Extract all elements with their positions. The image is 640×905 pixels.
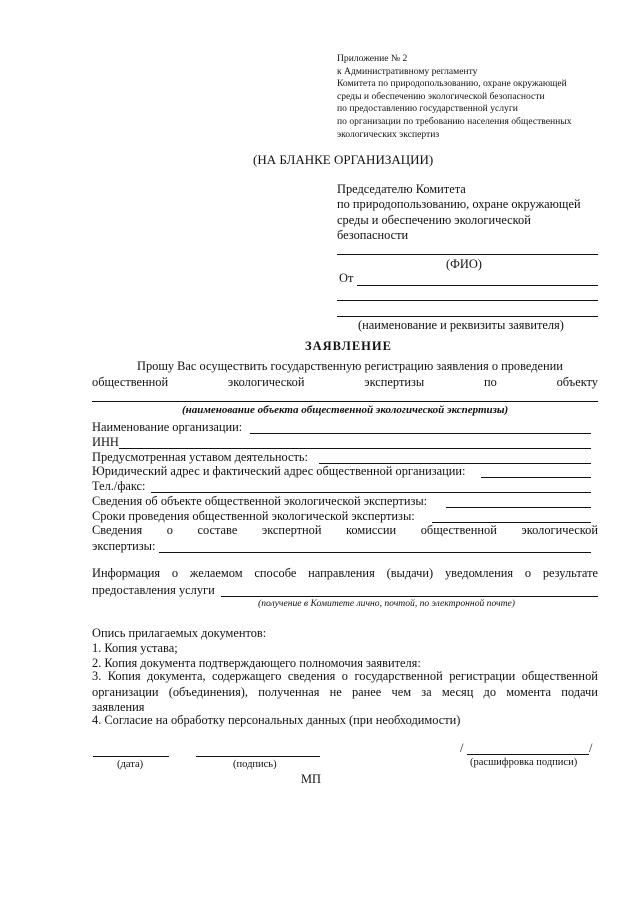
commission-word: о	[166, 523, 173, 537]
documents-heading: Опись прилагаемых документов:	[92, 626, 267, 640]
decode-line	[467, 754, 589, 755]
documents-word: чем	[391, 685, 412, 699]
commission-word: экологической	[521, 523, 598, 537]
documents-item-2: 2. Копия документа подтверждающего полномочия заявителя:	[92, 656, 421, 670]
documents-word: не	[329, 685, 342, 699]
documents-word: документа,	[147, 669, 206, 683]
annex-line: к Административному регламенту	[337, 65, 478, 77]
documents-word: месяц	[441, 685, 474, 699]
documents-word: (объединения),	[168, 685, 249, 699]
request-line-1: Прошу Вас осуществить государственную регистрацию заявления о проведении	[137, 359, 563, 373]
notification-word: направления	[308, 566, 375, 580]
notification-underline	[221, 596, 598, 597]
documents-word: подачи	[561, 685, 598, 699]
fio-underline	[337, 254, 598, 255]
field-address-line	[481, 477, 591, 478]
applicant-caption: (наименование и реквизиты заявителя)	[358, 318, 564, 332]
applicant-underline-1	[337, 300, 598, 301]
addressee-line: среды и обеспечению экологической	[337, 212, 531, 227]
request-line-2	[92, 375, 598, 390]
applicant-underline-2	[337, 316, 598, 317]
documents-word: о	[341, 669, 348, 683]
notification-word: (выдачи)	[386, 566, 434, 580]
commission-word: общественной	[420, 523, 497, 537]
object-caption: (наименование объекта общественной экологической экспертизы)	[182, 404, 509, 416]
field-object-info-line	[446, 507, 591, 508]
documents-item-3-line-2	[92, 685, 598, 700]
commission-line-1	[92, 523, 598, 538]
addressee-block	[337, 182, 581, 243]
request-word: объекту	[556, 375, 598, 389]
notification-line-2: предоставления услуги	[92, 583, 215, 597]
addressee-line: по природопользованию, охране окружающей	[337, 197, 581, 212]
documents-word: государственной	[354, 669, 443, 683]
documents-item-1: 1. Копия устава;	[92, 641, 178, 655]
notification-word: о	[524, 566, 532, 580]
annex-line: по предоставлению государственной услуги	[337, 103, 518, 115]
field-inn: ИНН	[92, 435, 119, 449]
commission-line-2: экспертизы:	[92, 539, 156, 553]
notification-caption: (получение в Комитете лично, почтой, по электронной почте)	[258, 598, 515, 609]
field-terms: Сроки проведения общественной экологической экспертизы:	[92, 509, 415, 523]
annex-line: по организации по требованию населения общественных	[337, 115, 572, 127]
field-phone-fax: Тел./факс:	[92, 479, 146, 493]
object-underline	[92, 401, 598, 402]
documents-word: регистрации	[449, 669, 516, 683]
notification-line-1	[92, 566, 598, 581]
documents-word: за	[421, 685, 432, 699]
annex-line: экологических экспертиз	[337, 128, 440, 140]
notification-word: желаемом	[189, 566, 243, 580]
request-word: экспертизы	[364, 375, 425, 389]
documents-word: общественной	[521, 669, 598, 683]
decode-caption: (расшифровка подписи)	[470, 757, 578, 768]
notification-word: о	[171, 566, 179, 580]
field-organization-line	[250, 433, 591, 434]
notification-word: уведомления	[444, 566, 514, 580]
commission-word: комиссии	[346, 523, 397, 537]
annex-header	[337, 53, 572, 141]
documents-word: содержащего	[212, 669, 282, 683]
letterhead-note: (НА БЛАНКЕ ОРГАНИЗАЦИИ)	[253, 152, 434, 167]
field-address: Юридический адрес и фактический адрес общественной организации:	[92, 464, 466, 478]
document-title: ЗАЯВЛЕНИЕ	[305, 339, 392, 353]
from-label: От	[339, 271, 354, 285]
documents-word: момента	[506, 685, 552, 699]
from-underline	[357, 285, 598, 286]
field-object-info: Сведения об объекте общественной экологической экспертизы:	[92, 494, 428, 508]
documents-item-3-line-3: заявления	[92, 700, 145, 714]
fio-caption: (ФИО)	[446, 257, 482, 271]
documents-word: до	[483, 685, 497, 699]
commission-underline	[159, 552, 591, 553]
date-line	[93, 756, 169, 757]
request-word: по	[484, 375, 497, 389]
request-word: экологической	[227, 375, 305, 389]
commission-word: составе	[197, 523, 238, 537]
documents-word: Копия	[107, 669, 141, 683]
field-activity: Предусмотренная уставом деятельность:	[92, 450, 308, 464]
notification-word: способе	[254, 566, 297, 580]
slash-left: /	[460, 741, 464, 755]
addressee-line: безопасности	[337, 227, 409, 242]
documents-word: 3.	[92, 669, 102, 683]
commission-word: Сведения	[92, 523, 143, 537]
documents-word: ранее	[351, 685, 382, 699]
addressee-line: Председателю Комитета	[337, 182, 466, 196]
notification-word: Информация	[92, 566, 161, 580]
documents-word: организации	[92, 685, 159, 699]
field-phone-line	[151, 492, 591, 493]
notification-word: результате	[542, 566, 598, 580]
annex-line: Комитета по природопользованию, охране окружающей	[337, 78, 567, 90]
signature-caption: (подпись)	[233, 759, 277, 770]
request-word: общественной	[92, 375, 169, 389]
documents-item-4: 4. Согласие на обработку персональных данных (при необходимости)	[92, 713, 461, 727]
field-organization-name: Наименование организации:	[92, 420, 243, 434]
documents-word: полученная	[258, 685, 320, 699]
annex-line: среды и обеспечению экологической безопасности	[337, 90, 545, 102]
stamp-place: МП	[301, 772, 321, 786]
signature-line	[196, 756, 320, 757]
date-caption: (дата)	[117, 759, 144, 770]
field-inn-line	[119, 448, 591, 449]
documents-word: сведения	[287, 669, 336, 683]
slash-right: /	[589, 741, 593, 755]
commission-word: экспертной	[261, 523, 322, 537]
annex-line: Приложение № 2	[337, 53, 408, 64]
documents-item-3-line-1	[92, 669, 598, 684]
